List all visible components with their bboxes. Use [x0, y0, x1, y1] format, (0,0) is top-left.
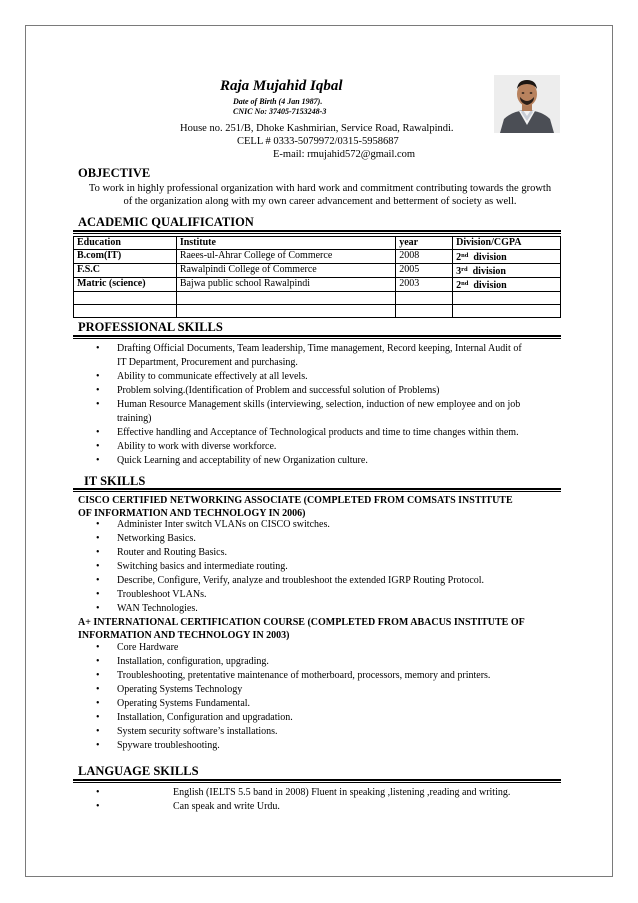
cell-institute: Bajwa public school Rawalpindi — [176, 278, 395, 292]
list-item: • Operating Systems Technology — [96, 684, 243, 695]
list-item: • Installation, configuration, upgrading. — [96, 656, 269, 667]
cell-institute: Raees-ul-Ahrar College of Commerce — [176, 250, 395, 264]
bullet-icon: • — [96, 684, 100, 695]
professional-title: PROFESSIONAL SKILLS — [78, 320, 223, 334]
bullet-icon: • — [96, 642, 100, 653]
list-item: • Installation, Configuration and upgradation. — [96, 712, 293, 723]
table-header-row — [74, 237, 561, 250]
list-item: • Problem solving.(Identification of Problem and successful solution of Problems) — [96, 385, 440, 396]
objective-line-1: To work in highly professional organization with hard work and commitment contributing towards the growth — [88, 183, 552, 194]
division-suffix: nd — [461, 280, 469, 287]
bullet-icon: • — [96, 385, 100, 396]
bullet-icon: • — [96, 343, 100, 354]
list-item: • Troubleshooting, pretentative maintenance of motherboard, processors, memory and printers. — [96, 670, 491, 681]
professional-list — [96, 342, 562, 468]
bullet-icon: • — [96, 455, 100, 466]
cisco-heading: CISCO CERTIFIED NETWORKING ASSOCIATE (COMPLETED FROM COMSATS INSTITUTE OF INFORMATION AND TECHNOLOGY IN 2006) — [78, 495, 513, 519]
bullet-icon: • — [96, 603, 100, 614]
cell-education: F.S.C — [74, 264, 177, 278]
objective-text — [78, 182, 562, 208]
bullet-icon: • — [96, 441, 100, 452]
table-row — [74, 264, 561, 278]
professional-rule — [73, 335, 561, 339]
list-item: • Drafting Official Documents, Team leadership, Time management, Record keeping, Internal Audit of IT Department, Procurement and purchasing. — [96, 343, 522, 368]
header-institute: Institute — [176, 237, 395, 250]
bullet-icon: • — [96, 575, 100, 586]
language-title: LANGUAGE SKILLS — [78, 764, 199, 778]
list-item: • Operating Systems Fundamental. — [96, 698, 251, 709]
header-year: year — [396, 237, 453, 250]
list-item: • Router and Routing Basics. — [96, 547, 227, 558]
bullet-icon: • — [96, 670, 100, 681]
cell-institute: Rawalpindi College of Commerce — [176, 264, 395, 278]
header-education: Education — [74, 237, 177, 250]
academic-title: ACADEMIC QUALIFICATION — [78, 215, 254, 229]
bullet-icon: • — [96, 427, 100, 438]
cell-education: Matric (science) — [74, 278, 177, 292]
division-suffix: rd — [461, 266, 468, 273]
language-list — [96, 786, 563, 814]
candidate-name: Raja Mujahid Iqbal — [220, 78, 343, 94]
address: House no. 251/B, Dhoke Kashmirian, Service Road, Rawalpindi. — [180, 123, 454, 134]
table-row — [74, 278, 561, 292]
cell-year: 2008 — [396, 250, 453, 264]
cell-number: CELL # 0333-5079972/0315-5958687 — [237, 136, 399, 147]
table-row-empty — [74, 292, 561, 305]
table-row — [74, 250, 561, 264]
list-item: • Spyware troubleshooting. — [96, 740, 220, 751]
division-number: 2 — [456, 252, 462, 263]
bullet-icon: • — [96, 712, 100, 723]
bullet-icon: • — [96, 371, 100, 382]
division-number: 2 — [456, 280, 462, 291]
list-item: • Administer Inter switch VLANs on CISCO switches. — [96, 519, 330, 530]
profile-photo — [494, 75, 560, 133]
bullet-icon: • — [96, 399, 100, 410]
bullet-icon: • — [96, 519, 100, 530]
email: E-mail: rmujahid572@gmail.com — [273, 149, 416, 160]
header-division: Division/CGPA — [453, 237, 561, 250]
cell-education: B.com(IT) — [74, 250, 177, 264]
list-item: • Describe, Configure, Verify, analyze and troubleshoot the extended IGRP Routing Protocol. — [96, 575, 485, 586]
cell-year: 2005 — [396, 264, 453, 278]
list-item: • Switching basics and intermediate routing. — [96, 561, 288, 572]
division-suffix: nd — [461, 252, 469, 259]
bullet-icon: • — [96, 740, 100, 751]
cell-year: 2003 — [396, 278, 453, 292]
bullet-icon: • — [96, 698, 100, 709]
academic-table — [73, 236, 561, 318]
cisco-list — [96, 518, 562, 616]
it-skills-rule — [73, 488, 561, 492]
list-item: • WAN Technologies. — [96, 603, 198, 614]
bullet-icon: • — [96, 726, 100, 737]
objective-title: OBJECTIVE — [78, 166, 151, 180]
bullet-icon: • — [96, 533, 100, 544]
list-item: • Can speak and write Urdu. — [96, 801, 280, 812]
objective-line-2: of the organization along with my own career advancement and betterment of society as well. — [123, 196, 517, 207]
list-item: • Core Hardware — [96, 642, 179, 653]
list-item: • Troubleshoot VLANs. — [96, 589, 207, 600]
bullet-icon: • — [96, 801, 100, 812]
bullet-icon: • — [96, 656, 100, 667]
list-item: • English (IELTS 5.5 band in 2008) Fluent in speaking ,listening ,reading and writing. — [96, 787, 511, 798]
bullet-icon: • — [96, 547, 100, 558]
bullet-icon: • — [96, 561, 100, 572]
academic-rule — [73, 230, 561, 234]
list-item: • Networking Basics. — [96, 533, 196, 544]
it-skills-title: IT SKILLS — [84, 474, 146, 488]
aplus-list — [96, 641, 562, 753]
cell-division — [453, 250, 561, 264]
aplus-heading: A+ INTERNATIONAL CERTIFICATION COURSE (COMPLETED FROM ABACUS INSTITUTE OF INFORMATION AND TECHNOLOGY IN 2003) — [78, 617, 525, 641]
cell-division — [453, 264, 561, 278]
list-item: • Ability to communicate effectively at all levels. — [96, 371, 308, 382]
division-text: division — [473, 280, 507, 291]
list-item: • Human Resource Management skills (interviewing, selection, induction of new employee and on job training) — [96, 399, 521, 424]
division-text: division — [472, 266, 506, 277]
bullet-icon: • — [96, 589, 100, 600]
language-rule — [73, 779, 561, 783]
bullet-icon: • — [96, 787, 100, 798]
table-row-empty — [74, 305, 561, 318]
division-number: 3 — [456, 266, 462, 277]
division-text: division — [473, 252, 507, 263]
date-of-birth: Date of Birth (4 Jan 1987). — [233, 97, 323, 106]
list-item: • Ability to work with diverse workforce. — [96, 441, 277, 452]
list-item: • Effective handling and Acceptance of Technological products and time to time changes within them. — [96, 427, 519, 438]
list-item: • System security software’s installations. — [96, 726, 278, 737]
cell-division — [453, 278, 561, 292]
list-item: • Quick Learning and acceptability of new Organization culture. — [96, 455, 368, 466]
cnic-number: CNIC No: 37405-7153248-3 — [233, 107, 327, 116]
